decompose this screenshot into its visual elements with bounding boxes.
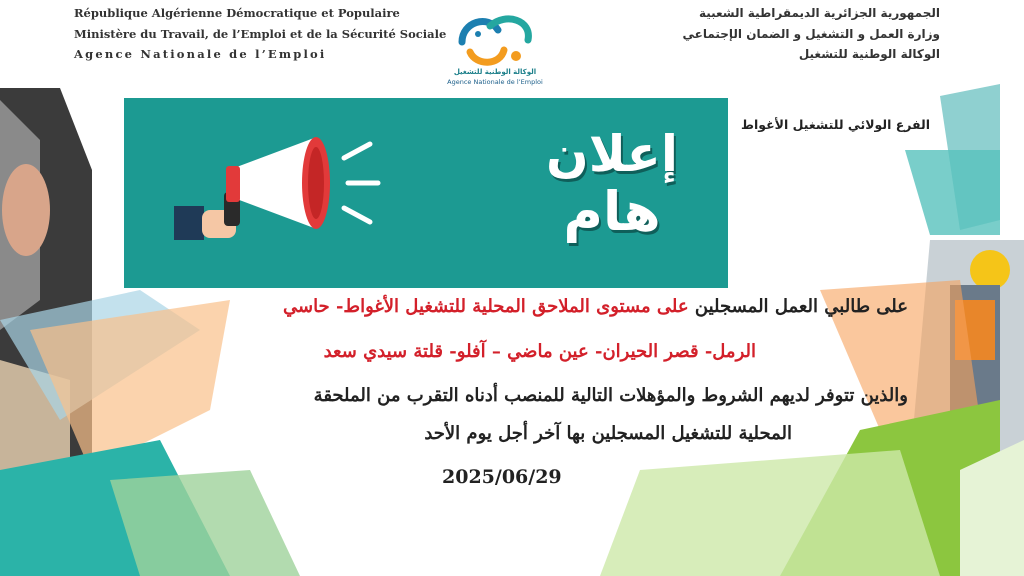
- body-line-2: الرمل- قصر الحيران- عين ماضي – آفلو- قلتة سيدي سعد: [323, 341, 756, 362]
- branch-label: الفرع الولائي للتشغيل الأغواط: [741, 117, 930, 132]
- header-ar-republic: الجمهورية الجزائرية الديمقراطية الشعبية: [698, 6, 940, 20]
- megaphone-icon: [164, 128, 424, 268]
- header-ar-agency: الوكالة الوطنية للتشغيل: [798, 47, 940, 61]
- body-line-1-black: على طالبي العمل المسجلين: [694, 296, 908, 317]
- announcement-banner: [124, 98, 728, 288]
- hand-shape: [2, 164, 50, 256]
- banner-title-line2: هام: [563, 180, 661, 243]
- body-line-1: [283, 296, 908, 317]
- deadline-date: 2025/06/29: [442, 466, 562, 488]
- right-light-green: [600, 450, 940, 576]
- body-line-4: المحلية للتشغيل المسجلين بها آخر أجل يوم الأحد: [424, 423, 792, 444]
- banner-title-line1: إعلان: [546, 125, 678, 183]
- left-green-bottom: [110, 470, 300, 576]
- header-fr-ministry: Ministère du Travail, de l’Emploi et de la Sécurité Sociale: [74, 27, 447, 41]
- header-ar-ministry: وزارة العمل و التشغيل و الضمان الإجتماعي: [682, 27, 940, 41]
- body-line-1-red: على مستوى الملاحق المحلية للتشغيل الأغواط- حاسي: [282, 296, 689, 317]
- worker-helmet: [970, 250, 1010, 290]
- logo-fr-text: Agence Nationale de l’Emploi: [447, 78, 543, 86]
- body-line-3: والذين تتوفر لديهم الشروط والمؤهلات التالية للمنصب أدناه التقرب من الملحقة: [313, 385, 908, 406]
- header-fr-republic: République Algérienne Démocratique et Populaire: [74, 6, 400, 20]
- right-teal-mid: [905, 150, 1000, 235]
- header-fr-agency: Agence Nationale de l’Emploi: [74, 47, 327, 61]
- logo-ar-text: الوكالة الوطنية للتشغيل: [453, 68, 537, 76]
